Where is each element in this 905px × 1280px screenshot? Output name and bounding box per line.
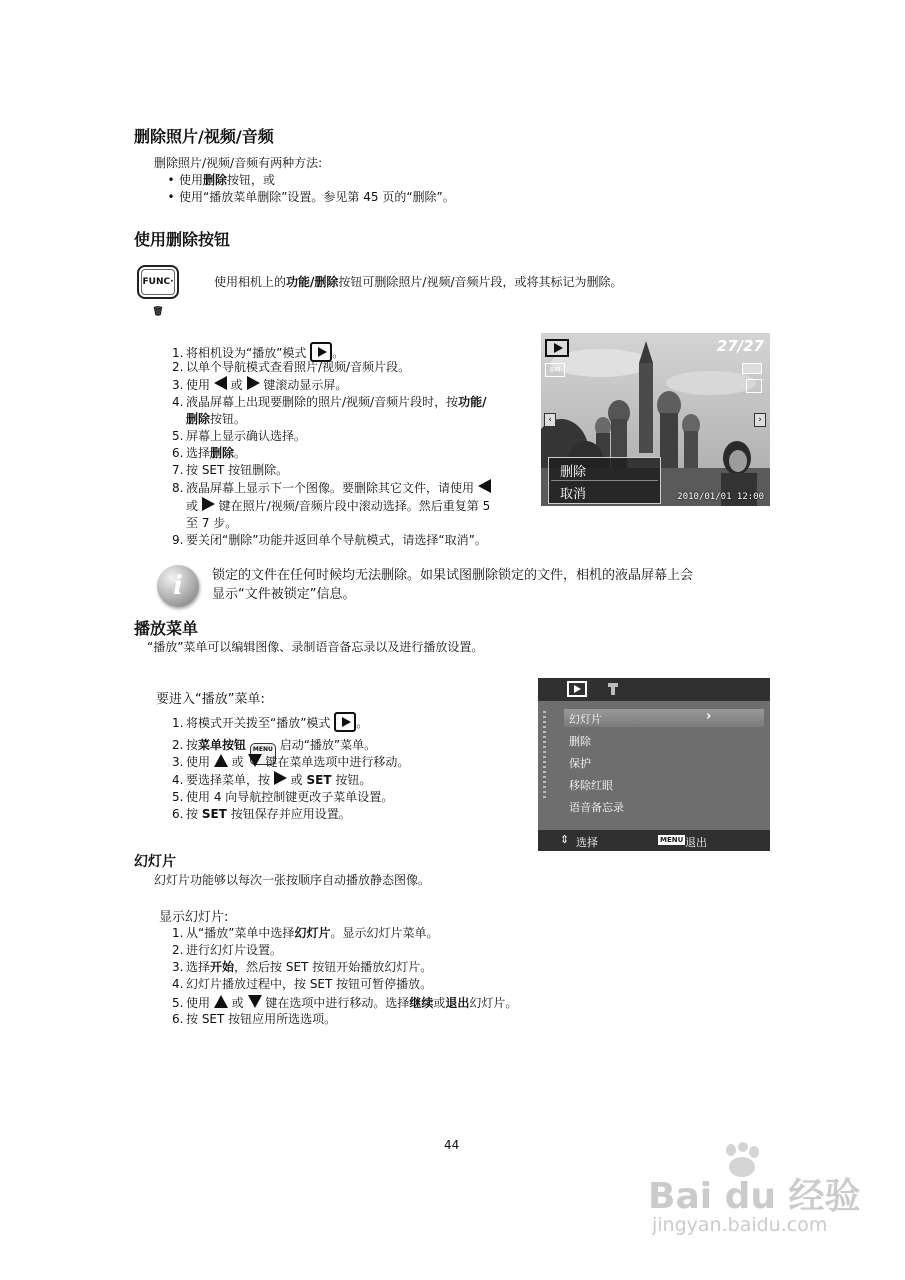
- nav-right-icon: ›: [754, 413, 766, 427]
- slideshow-intro: 幻灯片功能够以每次一张按顺序自动播放静态图像。: [154, 873, 431, 887]
- list-item: 或 键在照片/视频/音频片段中滚动选择。然后重复第 5: [186, 499, 491, 513]
- page-number: 44: [444, 1138, 460, 1152]
- func-delete-icon: FUNC·🗑: [137, 265, 179, 299]
- info-icon: i: [157, 565, 199, 607]
- camera-delete-screen: [541, 333, 770, 506]
- list-item: 4. 幻灯片播放过程中，按 SET 按钮可暂停播放。: [172, 977, 433, 991]
- delete-intro: 删除照片/视频/音频有两种方法:: [154, 156, 323, 170]
- up-down-arrow-icon: ⇕: [560, 833, 570, 846]
- list-item: 5. 使用 4 向导航控制键更改子菜单设置。: [172, 790, 394, 804]
- list-item: 5. 使用 或 键在选项中进行移动。选择继续或退出幻灯片。: [172, 996, 518, 1010]
- right-arrow-icon: [247, 376, 260, 390]
- list-item: 1. 将模式开关拨至“播放”模式 。: [172, 712, 409, 732]
- list-item: 3. 使用 或 键在菜单选项中进行移动。: [172, 755, 410, 769]
- list-item: 2. 进行幻灯片设置。: [172, 943, 283, 957]
- bullet-icon: •: [167, 190, 175, 204]
- menu-button-icon: MENU: [250, 743, 276, 765]
- scroll-indicator: [543, 711, 546, 801]
- chevron-right-icon: ›: [706, 709, 712, 724]
- left-arrow-icon: [478, 479, 491, 493]
- watermark-url: jingyan.baidu.com: [652, 1214, 828, 1236]
- delete-steps-list: [172, 342, 491, 549]
- func-description: 使用相机上的功能/删除按钮可删除照片/视频/音频片段，或将其标记为删除。: [214, 275, 623, 289]
- section-title-slideshow: 幻灯片: [134, 854, 176, 870]
- menu-item-delete[interactable]: 删除: [569, 735, 591, 748]
- battery-icon: [742, 363, 762, 374]
- popup-item-delete[interactable]: 删除: [560, 465, 587, 480]
- list-item: 1. 从“播放”菜单中选择幻灯片。显示幻灯片菜单。: [172, 926, 439, 940]
- nav-left-icon: ‹: [544, 413, 556, 427]
- menu-tab-bar: [538, 678, 770, 701]
- right-arrow-icon: [274, 771, 287, 785]
- tab-setup-wrench-icon[interactable]: [608, 683, 618, 695]
- enter-menu-heading: 要进入“播放”菜单:: [156, 692, 265, 707]
- up-arrow-icon: [214, 995, 228, 1008]
- section-title-playback-menu: 播放菜单: [134, 619, 199, 638]
- list-item: 3. 选择开始，然后按 SET 按钮开始播放幻灯片。: [172, 960, 433, 974]
- footer-select-label: 选择: [576, 836, 598, 849]
- list-item: 9. 要关闭“删除”功能并返回单个导航模式，请选择“取消”。: [172, 533, 487, 547]
- resolution-icon: 8M: [545, 363, 565, 377]
- list-item: 4. 液晶屏幕上出现要删除的照片/视频/音频片段时，按功能/: [172, 395, 487, 409]
- baidu-jingyan-logo: Bai du 经验: [648, 1176, 861, 1217]
- section-title-delete-button: 使用删除按钮: [134, 230, 231, 249]
- date-stamp: 2010/01/01 12:00: [677, 492, 764, 502]
- play-mode-icon: [334, 712, 356, 732]
- menu-item-protect[interactable]: 保护: [569, 757, 591, 770]
- playback-menu-screen: [538, 678, 770, 851]
- display-slideshow-heading: 显示幻灯片:: [159, 910, 229, 925]
- list-item: 2. 以单个导航模式查看照片/视频/音频片段。: [172, 360, 411, 374]
- popup-item-cancel[interactable]: 取消: [560, 487, 587, 502]
- list-item: 8. 液晶屏幕上显示下一个图像。要删除其它文件，请使用: [172, 479, 491, 497]
- menu-item-red-eye[interactable]: 移除红眼: [569, 779, 613, 792]
- list-item: 6. 按 SET 按钮保存并应用设置。: [172, 807, 351, 821]
- section-title-delete: 删除照片/视频/音频: [134, 127, 274, 146]
- image-counter: 27/27: [716, 337, 764, 355]
- right-arrow-icon: [202, 497, 215, 511]
- up-arrow-icon: [214, 754, 228, 767]
- list-item: 3. 使用 或 键滚动显示屏。: [172, 378, 348, 392]
- list-item: 7. 按 SET 按钮删除。: [172, 463, 289, 477]
- delete-methods-list: [163, 172, 455, 206]
- list-item: 6. 按 SET 按钮应用所选选项。: [172, 1012, 337, 1026]
- menu-item-slideshow[interactable]: 幻灯片: [569, 713, 602, 726]
- list-item: • 使用删除按钮，或: [163, 172, 455, 189]
- down-arrow-icon: [248, 995, 262, 1008]
- menu-footer: [538, 830, 770, 851]
- export-icon: [746, 379, 762, 393]
- list-item: 删除按钮。: [186, 412, 247, 426]
- down-arrow-icon: [248, 754, 262, 767]
- bullet-icon: •: [167, 173, 175, 187]
- footer-exit-label: 退出: [685, 836, 707, 849]
- menu-item-voice-memo[interactable]: 语音备忘录: [569, 801, 624, 814]
- slideshow-steps: [172, 925, 517, 1028]
- list-item: 2. 按菜单按钮 MENU 启动“播放”菜单。: [172, 732, 409, 754]
- list-item: 4. 要选择菜单，按 或 SET 按钮。: [172, 773, 372, 787]
- playback-menu-intro: “播放”菜单可以编辑图像、录制语音备忘录以及进行播放设置。: [147, 640, 484, 654]
- tab-playback-icon[interactable]: [567, 681, 587, 697]
- playback-menu-steps: [172, 712, 409, 823]
- list-item: • 使用“播放菜单删除”设置。参见第 45 页的“删除”。: [163, 189, 455, 206]
- left-arrow-icon: [214, 376, 227, 390]
- playback-mode-icon: [545, 339, 569, 357]
- delete-confirm-popup: [548, 457, 661, 504]
- list-item: 6. 选择删除。: [172, 446, 247, 460]
- locked-file-note: 锁定的文件在任何时候均无法删除。如果试图删除锁定的文件，相机的液晶屏幕上会 显示“文件被锁定”信息。: [212, 568, 694, 602]
- list-item: 1. 将相机设为“播放”模式 。: [172, 342, 491, 359]
- list-item: 5. 屏幕上显示确认选择。: [172, 429, 307, 443]
- list-item: 至 7 步。: [186, 516, 238, 530]
- menu-key-icon: MENU: [660, 836, 684, 844]
